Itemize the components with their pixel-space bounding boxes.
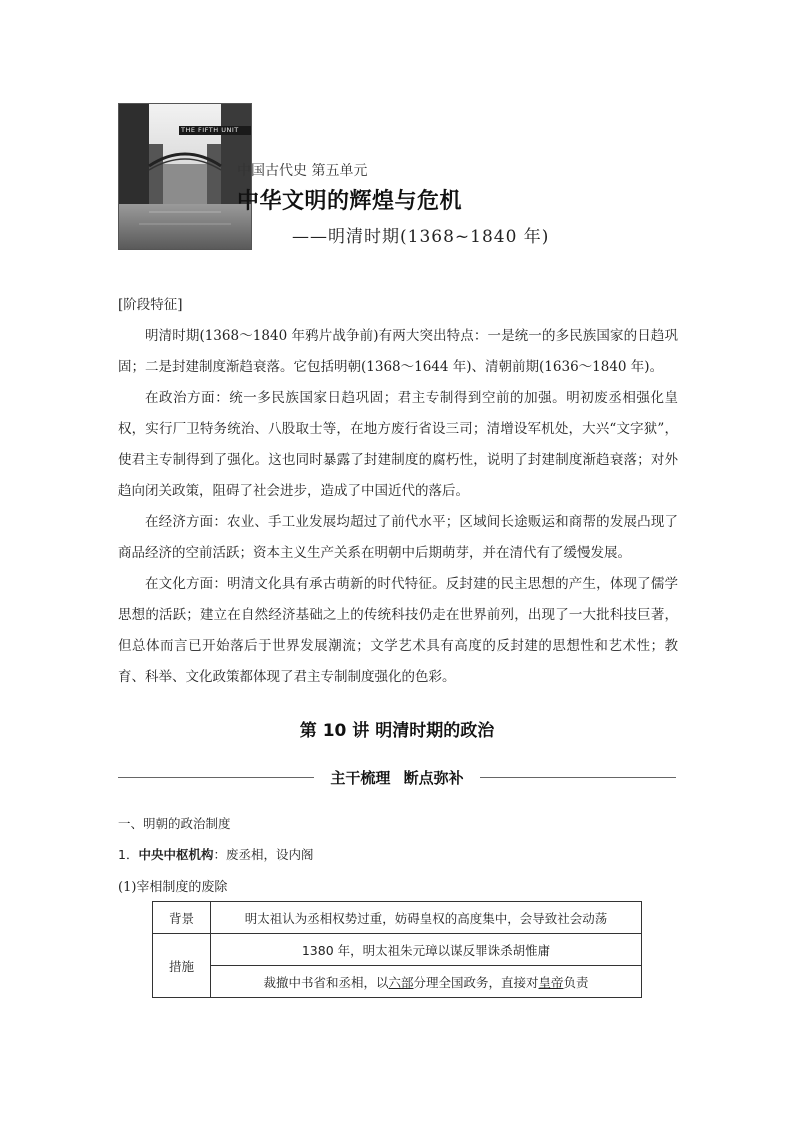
- unit-photo-caption: THE FIFTH UNIT: [181, 126, 239, 134]
- row-header-background: 背景: [153, 902, 211, 934]
- stage-paragraph: 在文化方面：明清文化具有承古萌新的时代特征。反封建的民主思想的产生，体现了儒学思想的活跃；建立在自然经济基础之上的传统科技仍走在世界前列，出现了一大批科技巨著，但总体而言已开始落后于世界发展潮流；文学艺术具有高度的反封建的思想性和艺术性；教育、科举、文化政策都体现了君主专制制度强化的色彩。: [118, 576, 678, 685]
- measure-cell: [211, 966, 642, 998]
- underlined-term: 六部: [388, 974, 414, 990]
- divider-line-right: [480, 777, 676, 778]
- section-divider: [118, 766, 676, 788]
- stage-heading: [阶段特征]: [118, 297, 183, 313]
- measure-text: 分理全国政务，直接对: [413, 974, 539, 990]
- unit-period: ——明清时期(1368~1840 年): [292, 227, 550, 247]
- stage-paragraph: 明清时期(1368～1840 年鸦片战争前)有两大突出特点：一是统一的多民族国家的日趋巩固；二是封建制度渐趋衰落。它包括明朝(1368～1644 年)、清朝前期(1636～1840 年)。: [118, 328, 678, 375]
- unit-cover-photo: [118, 103, 252, 250]
- stage-paragraph: 在经济方面：农业、手工业发展均超过了前代水平；区域间长途贩运和商帮的发展凸现了商品经济的空前活跃；资本主义生产关系在明朝中后期萌芽，并在清代有了缓慢发展。: [118, 514, 678, 561]
- table-row: [153, 934, 642, 966]
- lesson-title: 第 10 讲 明清时期的政治: [299, 721, 495, 741]
- stage-paragraph: 在政治方面：统一多民族国家日趋巩固；君主专制得到空前的加强。明初废丞相强化皇权，实行厂卫特务统治、八股取士等，在地方废行省设三司；清增设军机处，大兴“文字狱”，使君主专制得到了强化。这也同时暴露了封建制度的腐朽性，说明了封建制度渐趋衰落；对外趋向闭关政策，阻碍了社会进步，造成了中国近代的落后。: [118, 390, 678, 499]
- background-cell: 明太祖认为丞相权势过重，妨碍皇权的高度集中，会导致社会动荡: [211, 902, 642, 934]
- table-row: [153, 966, 642, 998]
- section-label: 主干梳理 断点弥补: [330, 768, 464, 787]
- measure-text: 负责: [563, 974, 589, 990]
- outline-heading-2-bold: 中央中枢机构: [138, 847, 214, 862]
- stage-features: [118, 290, 678, 693]
- chancellor-abolition-table: [152, 901, 642, 998]
- outline-heading-2-number: 1．: [118, 847, 139, 862]
- underlined-term: 皇帝: [538, 974, 564, 990]
- measure-text: 裁撤中书省和丞相，以: [263, 974, 389, 990]
- outline-heading-2: [118, 845, 313, 863]
- unit-subtitle: 中国古代史 第五单元: [237, 163, 368, 179]
- outline-heading-2-rest: ：废丞相，设内阁: [213, 847, 314, 862]
- outline-heading-3: (1)宰相制度的废除: [118, 880, 228, 895]
- divider-line-left: [118, 777, 314, 778]
- measure-cell: 1380 年，明太祖朱元璋以谋反罪诛杀胡惟庸: [211, 934, 642, 966]
- outline-heading-1: 一、明朝的政治制度: [118, 816, 231, 831]
- table-row: [153, 902, 642, 934]
- row-header-measures: 措施: [153, 934, 211, 998]
- unit-title: 中华文明的辉煌与危机: [237, 189, 463, 214]
